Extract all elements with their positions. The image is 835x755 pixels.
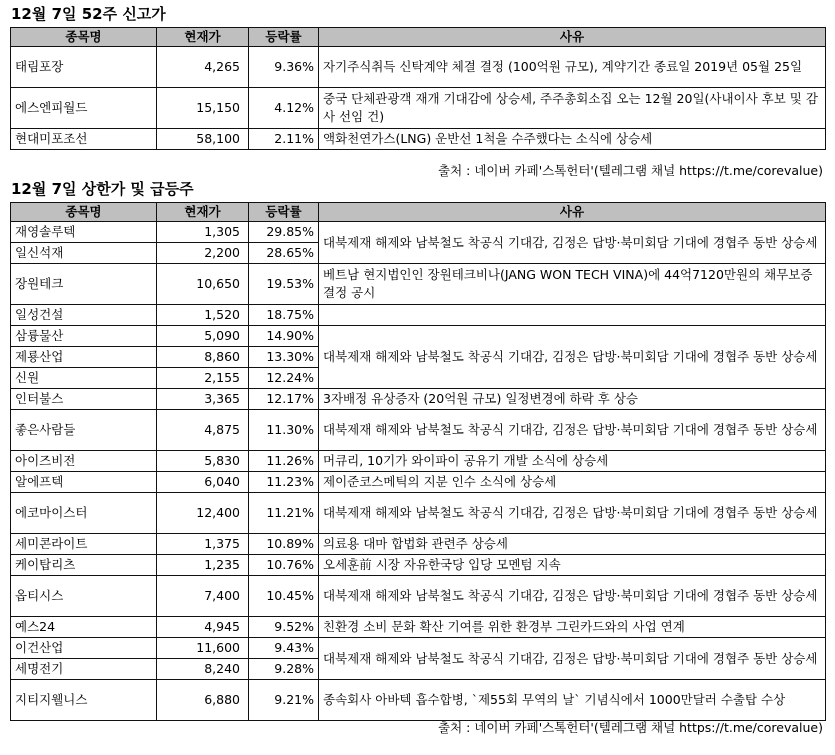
stock-name-cell: 아이즈비전	[11, 451, 157, 472]
table-row	[11, 472, 826, 493]
stock-name-cell: 에코마이스터	[11, 493, 157, 534]
change-rate-cell: 10.89%	[249, 534, 319, 555]
change-rate-cell: 28.65%	[249, 243, 319, 264]
reason-cell	[319, 305, 826, 326]
reason-cell: 종속회사 아바텍 흡수합병, `제55회 무역의 날` 기념식에서 1000만달러 수출탑 수상	[319, 680, 826, 721]
current-price-cell: 6,880	[157, 680, 249, 721]
table-row	[11, 555, 826, 576]
stock-name-cell: 에스엔피월드	[11, 88, 157, 129]
change-rate-cell: 10.45%	[249, 576, 319, 617]
table-row	[11, 326, 826, 347]
header-reason: 사유	[319, 203, 826, 222]
current-price-cell: 58,100	[157, 129, 249, 150]
change-rate-cell: 13.30%	[249, 347, 319, 368]
change-rate-cell: 9.36%	[249, 47, 319, 88]
table-row	[11, 638, 826, 659]
change-rate-cell: 29.85%	[249, 222, 319, 243]
stock-name-cell: 세미콘라이트	[11, 534, 157, 555]
reason-cell: 베트남 현지법인인 장원테크비나(JANG WON TECH VINA)에 44억7120만원의 채무보증 결정 공시	[319, 264, 826, 305]
table-row	[11, 129, 826, 150]
change-rate-cell: 14.90%	[249, 326, 319, 347]
section-title-surge: 12월 7일 상한가 및 급등주	[11, 180, 194, 198]
current-price-cell: 4,875	[157, 410, 249, 451]
change-rate-cell: 9.28%	[249, 659, 319, 680]
stock-name-cell: 좋은사람들	[11, 410, 157, 451]
current-price-cell: 2,155	[157, 368, 249, 389]
current-price-cell: 15,150	[157, 88, 249, 129]
stock-name-cell: 알에프텍	[11, 472, 157, 493]
current-price-cell: 4,945	[157, 617, 249, 638]
table-row	[11, 47, 826, 88]
current-price-cell: 4,265	[157, 47, 249, 88]
reason-cell: 대북제재 해제와 남북철도 착공식 기대감, 김정은 답방·북미회담 기대에 경협주 동반 상승세	[319, 493, 826, 534]
header-current-price: 현재가	[157, 203, 249, 222]
table-row	[11, 389, 826, 410]
stock-name-cell: 신원	[11, 368, 157, 389]
table-52week-high	[10, 27, 826, 150]
stock-name-cell: 옵티시스	[11, 576, 157, 617]
reason-cell: 머큐리, 10기가 와이파이 공유기 개발 소식에 상승세	[319, 451, 826, 472]
header-stock-name: 종목명	[11, 203, 157, 222]
current-price-cell: 8,240	[157, 659, 249, 680]
stock-name-cell: 케이탑리츠	[11, 555, 157, 576]
header-change-rate: 등락률	[249, 28, 319, 47]
change-rate-cell: 12.24%	[249, 368, 319, 389]
table-header-row	[11, 28, 826, 47]
reason-cell: 대북제재 해제와 남북철도 착공식 기대감, 김정은 답방·북미회담 기대에 경협주 동반 상승세	[319, 410, 826, 451]
table-row	[11, 451, 826, 472]
change-rate-cell: 4.12%	[249, 88, 319, 129]
header-stock-name: 종목명	[11, 28, 157, 47]
reason-cell: 중국 단체관광객 재개 기대감에 상승세, 주주총회소집 오는 12월 20일(사내이사 후보 및 감사 선임 건)	[319, 88, 826, 129]
current-price-cell: 11,600	[157, 638, 249, 659]
current-price-cell: 1,235	[157, 555, 249, 576]
stock-name-cell: 장원테크	[11, 264, 157, 305]
change-rate-cell: 19.53%	[249, 264, 319, 305]
table-row	[11, 534, 826, 555]
stock-name-cell: 현대미포조선	[11, 129, 157, 150]
stock-name-cell: 세명전기	[11, 659, 157, 680]
table-row	[11, 680, 826, 721]
change-rate-cell: 12.17%	[249, 389, 319, 410]
table-surge-stocks	[10, 202, 826, 721]
reason-cell: 친환경 소비 문화 확산 기여를 위한 환경부 그린카드와의 사업 연계	[319, 617, 826, 638]
reason-cell: 오세훈前 시장 자유한국당 입당 모멘텀 지속	[319, 555, 826, 576]
change-rate-cell: 9.43%	[249, 638, 319, 659]
stock-name-cell: 일신석재	[11, 243, 157, 264]
reason-cell: 제이준코스메틱의 지분 인수 소식에 상승세	[319, 472, 826, 493]
current-price-cell: 3,365	[157, 389, 249, 410]
table-row	[11, 617, 826, 638]
change-rate-cell: 11.26%	[249, 451, 319, 472]
table-row	[11, 410, 826, 451]
stock-name-cell: 인터불스	[11, 389, 157, 410]
change-rate-cell: 11.23%	[249, 472, 319, 493]
table-row	[11, 88, 826, 129]
table-row	[11, 264, 826, 305]
change-rate-cell: 11.21%	[249, 493, 319, 534]
change-rate-cell: 10.76%	[249, 555, 319, 576]
reason-cell: 대북제재 해제와 남북철도 착공식 기대감, 김정은 답방·북미회담 기대에 경협주 동반 상승세	[319, 326, 826, 389]
stock-name-cell: 태림포장	[11, 47, 157, 88]
table-row	[11, 305, 826, 326]
change-rate-cell: 2.11%	[249, 129, 319, 150]
current-price-cell: 6,040	[157, 472, 249, 493]
current-price-cell: 5,830	[157, 451, 249, 472]
header-change-rate: 등락률	[249, 203, 319, 222]
stock-name-cell: 이건산업	[11, 638, 157, 659]
source-note-surge: 출처 : 네이버 카페'스톡헌터'(텔레그램 채널 https://t.me/corevalue)	[438, 720, 823, 735]
header-reason: 사유	[319, 28, 826, 47]
stock-name-cell: 재영솔루텍	[11, 222, 157, 243]
current-price-cell: 2,200	[157, 243, 249, 264]
current-price-cell: 12,400	[157, 493, 249, 534]
reason-cell: 액화천연가스(LNG) 운반선 1척을 수주했다는 소식에 상승세	[319, 129, 826, 150]
stock-name-cell: 일성건설	[11, 305, 157, 326]
section-title-52week-high: 12월 7일 52주 신고가	[11, 5, 166, 23]
stock-name-cell: 삼륭물산	[11, 326, 157, 347]
change-rate-cell: 11.30%	[249, 410, 319, 451]
change-rate-cell: 9.52%	[249, 617, 319, 638]
reason-cell: 대북제재 해제와 남북철도 착공식 기대감, 김정은 답방·북미회담 기대에 경협주 동반 상승세	[319, 222, 826, 264]
source-note-52week: 출처 : 네이버 카페'스톡헌터'(텔레그램 채널 https://t.me/corevalue)	[438, 163, 823, 178]
current-price-cell: 5,090	[157, 326, 249, 347]
change-rate-cell: 18.75%	[249, 305, 319, 326]
current-price-cell: 8,860	[157, 347, 249, 368]
current-price-cell: 1,375	[157, 534, 249, 555]
table-row	[11, 222, 826, 243]
reason-cell: 대북제재 해제와 남북철도 착공식 기대감, 김정은 답방·북미회담 기대에 경협주 동반 상승세	[319, 638, 826, 680]
reason-cell: 의료용 대마 합법화 관련주 상승세	[319, 534, 826, 555]
stock-name-cell: 지티지웰니스	[11, 680, 157, 721]
change-rate-cell: 9.21%	[249, 680, 319, 721]
table-header-row	[11, 203, 826, 222]
header-current-price: 현재가	[157, 28, 249, 47]
table-row	[11, 493, 826, 534]
table-row	[11, 576, 826, 617]
current-price-cell: 1,305	[157, 222, 249, 243]
reason-cell: 대북제재 해제와 남북철도 착공식 기대감, 김정은 답방·북미회담 기대에 경협주 동반 상승세	[319, 576, 826, 617]
stock-name-cell: 제룡산업	[11, 347, 157, 368]
current-price-cell: 7,400	[157, 576, 249, 617]
reason-cell: 자기주식취득 신탁계약 체결 결정 (100억원 규모), 계약기간 종료일 2019년 05월 25일	[319, 47, 826, 88]
current-price-cell: 10,650	[157, 264, 249, 305]
current-price-cell: 1,520	[157, 305, 249, 326]
reason-cell: 3자배정 유상증자 (20억원 규모) 일정변경에 하락 후 상승	[319, 389, 826, 410]
stock-name-cell: 예스24	[11, 617, 157, 638]
